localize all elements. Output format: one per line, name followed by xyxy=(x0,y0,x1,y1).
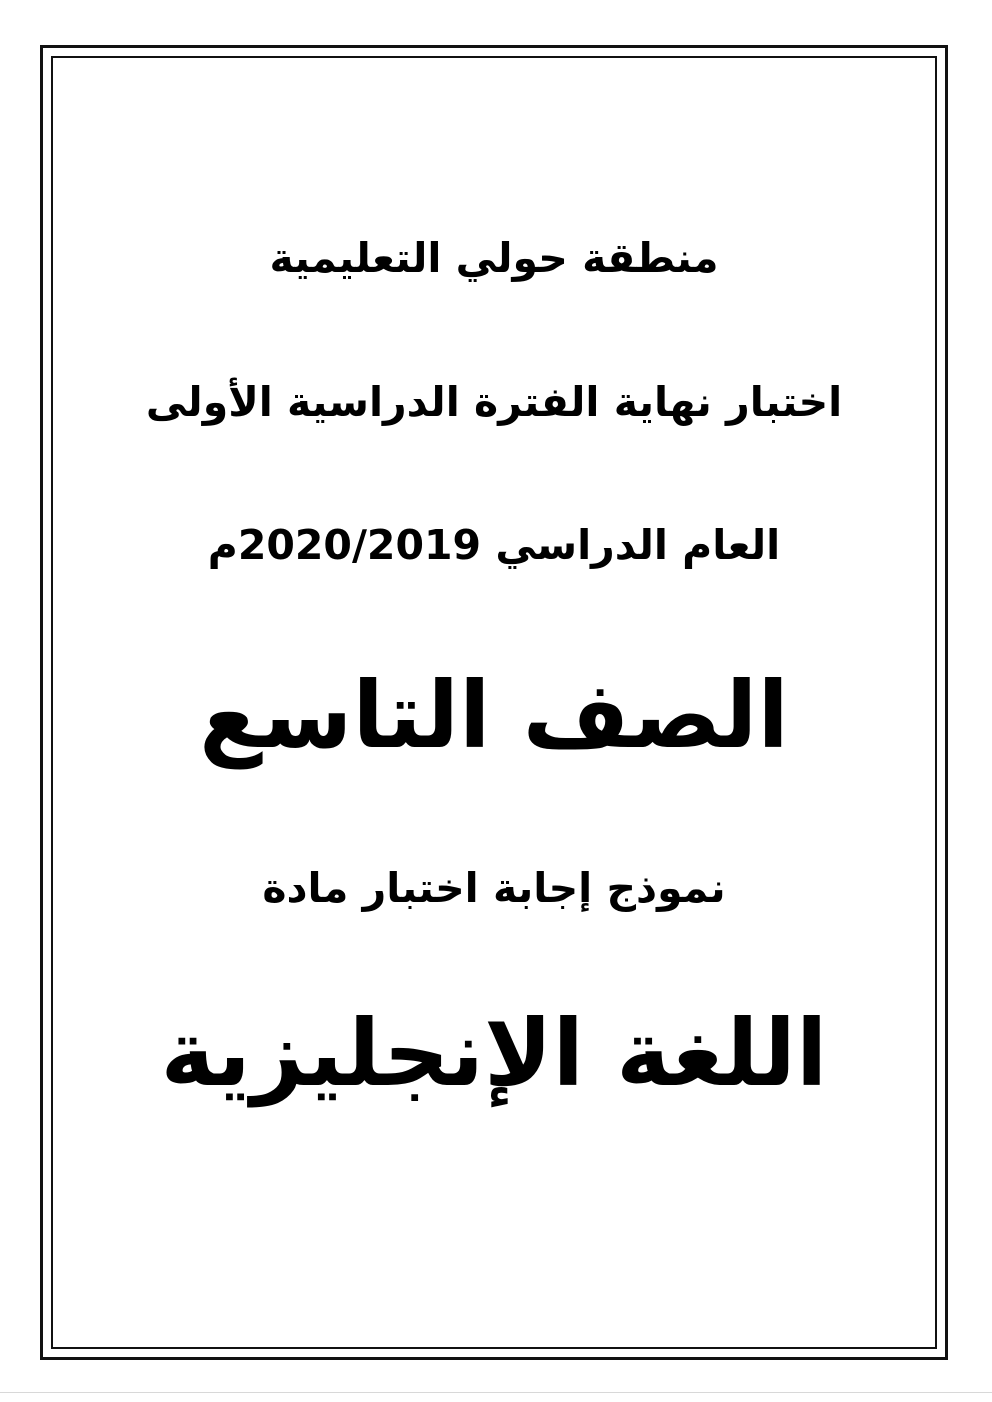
exam-title: اختبار نهاية الفترة الدراسية الأولى xyxy=(145,378,843,426)
academic-year: العام الدراسي 2020/2019م xyxy=(207,521,781,569)
answer-model-label: نموذج إجابة اختبار مادة xyxy=(262,864,726,912)
grade-heading: الصف التاسع xyxy=(199,662,789,769)
page-bottom-edge xyxy=(0,1392,992,1393)
district-title: منطقة حولي التعليمية xyxy=(269,234,719,282)
subject-heading: اللغة الإنجليزية xyxy=(160,1000,828,1107)
